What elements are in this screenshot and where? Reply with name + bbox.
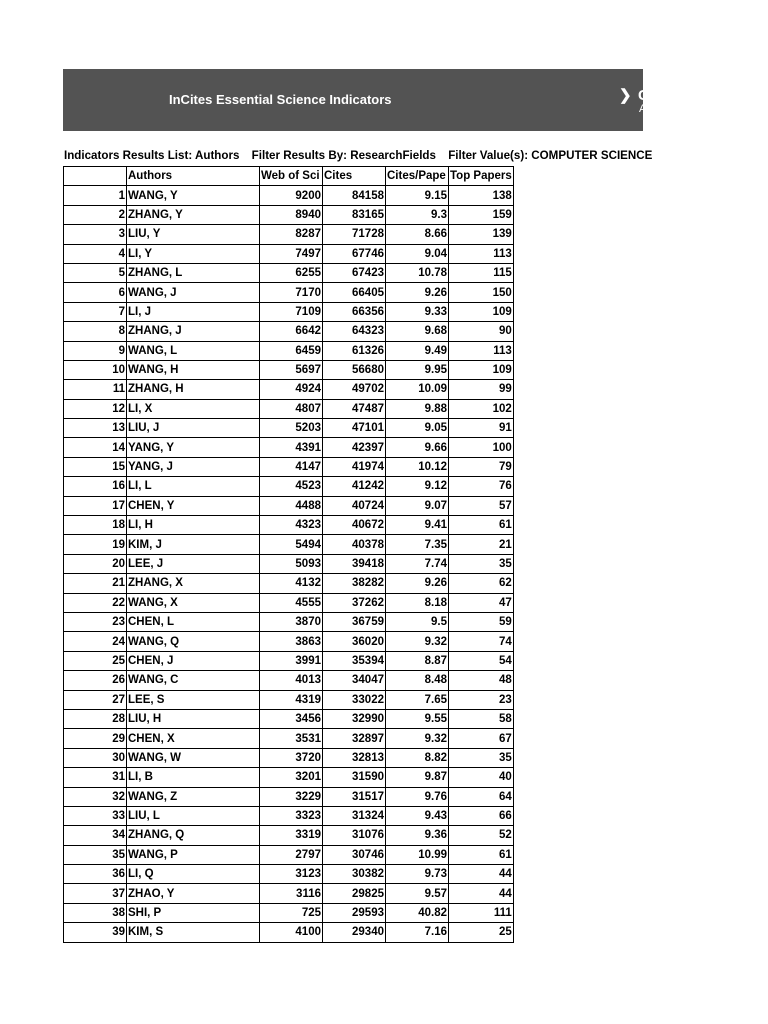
cell-top-papers: 139 (449, 225, 514, 244)
table-row (64, 535, 514, 554)
cell-rank: 23 (64, 612, 127, 631)
cell-top-papers: 109 (449, 360, 514, 379)
cell-cites: 66405 (323, 283, 386, 302)
table-row (64, 263, 514, 282)
cell-top-papers: 79 (449, 457, 514, 476)
cell-web-of-science-docs: 4147 (260, 457, 323, 476)
table-row (64, 729, 514, 748)
cell-top-papers: 62 (449, 574, 514, 593)
cell-author: YANG, J (127, 457, 260, 476)
cell-cites: 42397 (323, 438, 386, 457)
table-row (64, 380, 514, 399)
cell-author: LIU, H (127, 709, 260, 728)
cell-web-of-science-docs: 4555 (260, 593, 323, 612)
cell-rank: 6 (64, 283, 127, 302)
cell-author: KIM, J (127, 535, 260, 554)
cell-rank: 16 (64, 477, 127, 496)
cell-cites-per-paper: 8.48 (386, 671, 449, 690)
table-row (64, 283, 514, 302)
table-row (64, 632, 514, 651)
cell-author: WANG, Y (127, 186, 260, 205)
table-row (64, 768, 514, 787)
cell-author: ZHANG, L (127, 263, 260, 282)
cell-author: WANG, C (127, 671, 260, 690)
header-web-of-science-docs: Web of Sci (260, 167, 323, 186)
cell-author: WANG, Q (127, 632, 260, 651)
cell-cites-per-paper: 9.87 (386, 768, 449, 787)
logo-letter: C (638, 87, 649, 104)
header-authors: Authors (127, 167, 260, 186)
table-row (64, 205, 514, 224)
cell-cites: 40378 (323, 535, 386, 554)
cell-rank: 34 (64, 826, 127, 845)
cell-top-papers: 21 (449, 535, 514, 554)
cell-rank: 25 (64, 651, 127, 670)
cell-top-papers: 91 (449, 419, 514, 438)
cell-web-of-science-docs: 3319 (260, 826, 323, 845)
cell-rank: 37 (64, 884, 127, 903)
cell-cites-per-paper: 9.68 (386, 322, 449, 341)
cell-rank: 18 (64, 516, 127, 535)
cell-top-papers: 74 (449, 632, 514, 651)
cell-cites-per-paper: 10.99 (386, 845, 449, 864)
cell-web-of-science-docs: 4391 (260, 438, 323, 457)
cell-cites-per-paper: 9.3 (386, 205, 449, 224)
cell-top-papers: 67 (449, 729, 514, 748)
cell-cites-per-paper: 7.74 (386, 554, 449, 573)
cell-author: LI, Y (127, 244, 260, 263)
cell-cites-per-paper: 10.78 (386, 263, 449, 282)
cell-cites-per-paper: 9.32 (386, 632, 449, 651)
cell-rank: 8 (64, 322, 127, 341)
cell-author: LIU, J (127, 419, 260, 438)
header-rank (64, 167, 127, 186)
cell-cites-per-paper: 9.88 (386, 399, 449, 418)
cell-cites-per-paper: 9.04 (386, 244, 449, 263)
cell-rank: 21 (64, 574, 127, 593)
cell-cites: 40672 (323, 516, 386, 535)
cell-rank: 20 (64, 554, 127, 573)
table-row (64, 322, 514, 341)
cell-author: LIU, Y (127, 225, 260, 244)
table-row (64, 225, 514, 244)
cell-author: WANG, L (127, 341, 260, 360)
cell-web-of-science-docs: 5093 (260, 554, 323, 573)
cell-top-papers: 99 (449, 380, 514, 399)
cell-web-of-science-docs: 7109 (260, 302, 323, 321)
cell-rank: 31 (64, 768, 127, 787)
cell-author: LEE, S (127, 690, 260, 709)
cell-top-papers: 61 (449, 516, 514, 535)
cell-cites: 29825 (323, 884, 386, 903)
cell-top-papers: 111 (449, 903, 514, 922)
cell-web-of-science-docs: 8940 (260, 205, 323, 224)
cell-rank: 7 (64, 302, 127, 321)
cell-author: ZHANG, J (127, 322, 260, 341)
cell-author: CHEN, X (127, 729, 260, 748)
cell-author: WANG, Z (127, 787, 260, 806)
cell-top-papers: 35 (449, 748, 514, 767)
cell-cites-per-paper: 9.66 (386, 438, 449, 457)
cell-cites: 30382 (323, 865, 386, 884)
cell-cites-per-paper: 9.73 (386, 865, 449, 884)
cell-rank: 35 (64, 845, 127, 864)
cell-top-papers: 47 (449, 593, 514, 612)
cell-rank: 9 (64, 341, 127, 360)
cell-author: CHEN, J (127, 651, 260, 670)
cell-web-of-science-docs: 4100 (260, 923, 323, 942)
cell-cites: 32897 (323, 729, 386, 748)
cell-rank: 14 (64, 438, 127, 457)
header-banner (63, 69, 649, 131)
cell-author: WANG, X (127, 593, 260, 612)
cell-top-papers: 44 (449, 884, 514, 903)
cell-cites: 31590 (323, 768, 386, 787)
cell-web-of-science-docs: 725 (260, 903, 323, 922)
table-row (64, 477, 514, 496)
cell-cites: 40724 (323, 496, 386, 515)
cell-cites: 67423 (323, 263, 386, 282)
cell-top-papers: 59 (449, 612, 514, 631)
cell-rank: 10 (64, 360, 127, 379)
table-row (64, 923, 514, 942)
cell-cites-per-paper: 9.15 (386, 186, 449, 205)
table-row (64, 360, 514, 379)
table-row (64, 554, 514, 573)
cell-top-papers: 44 (449, 865, 514, 884)
cell-rank: 17 (64, 496, 127, 515)
cell-cites-per-paper: 9.55 (386, 709, 449, 728)
cell-author: LI, L (127, 477, 260, 496)
cell-cites-per-paper: 9.26 (386, 283, 449, 302)
filter-by-label: Filter Results By: ResearchFields (251, 149, 436, 162)
cell-top-papers: 23 (449, 690, 514, 709)
cell-author: KIM, S (127, 923, 260, 942)
cell-cites: 31517 (323, 787, 386, 806)
cell-top-papers: 76 (449, 477, 514, 496)
cell-web-of-science-docs: 9200 (260, 186, 323, 205)
cell-rank: 11 (64, 380, 127, 399)
cell-web-of-science-docs: 7170 (260, 283, 323, 302)
table-row (64, 302, 514, 321)
table-row (64, 593, 514, 612)
cell-rank: 4 (64, 244, 127, 263)
cell-author: LI, Q (127, 865, 260, 884)
logo-subtext: A (639, 103, 647, 115)
cell-author: ZHANG, Q (127, 826, 260, 845)
cell-web-of-science-docs: 3531 (260, 729, 323, 748)
cell-cites: 36759 (323, 612, 386, 631)
cell-author: LI, B (127, 768, 260, 787)
cell-top-papers: 109 (449, 302, 514, 321)
cell-web-of-science-docs: 3229 (260, 787, 323, 806)
cell-rank: 26 (64, 671, 127, 690)
table-row (64, 748, 514, 767)
cell-author: WANG, H (127, 360, 260, 379)
cell-rank: 39 (64, 923, 127, 942)
cell-top-papers: 64 (449, 787, 514, 806)
cell-cites-per-paper: 9.32 (386, 729, 449, 748)
cell-top-papers: 40 (449, 768, 514, 787)
cell-author: YANG, Y (127, 438, 260, 457)
cell-author: LI, J (127, 302, 260, 321)
cell-rank: 38 (64, 903, 127, 922)
table-row (64, 651, 514, 670)
cell-cites-per-paper: 9.76 (386, 787, 449, 806)
cell-cites-per-paper: 9.5 (386, 612, 449, 631)
cell-cites-per-paper: 9.57 (386, 884, 449, 903)
cell-cites-per-paper: 9.12 (386, 477, 449, 496)
cell-top-papers: 54 (449, 651, 514, 670)
cell-author: LI, H (127, 516, 260, 535)
header-cites: Cites (323, 167, 386, 186)
cell-top-papers: 159 (449, 205, 514, 224)
cell-cites: 47101 (323, 419, 386, 438)
cell-rank: 1 (64, 186, 127, 205)
cell-cites: 41242 (323, 477, 386, 496)
table-row (64, 671, 514, 690)
cell-author: ZHAO, Y (127, 884, 260, 903)
cell-cites-per-paper: 8.87 (386, 651, 449, 670)
table-row (64, 884, 514, 903)
cell-top-papers: 150 (449, 283, 514, 302)
cell-web-of-science-docs: 4924 (260, 380, 323, 399)
cell-cites: 67746 (323, 244, 386, 263)
cell-web-of-science-docs: 7497 (260, 244, 323, 263)
cell-cites-per-paper: 9.26 (386, 574, 449, 593)
cell-web-of-science-docs: 3323 (260, 806, 323, 825)
table-row (64, 806, 514, 825)
cell-top-papers: 113 (449, 341, 514, 360)
cell-web-of-science-docs: 3123 (260, 865, 323, 884)
cell-cites: 47487 (323, 399, 386, 418)
cell-author: ZHANG, Y (127, 205, 260, 224)
cell-web-of-science-docs: 5697 (260, 360, 323, 379)
table-row (64, 787, 514, 806)
cell-top-papers: 138 (449, 186, 514, 205)
cell-top-papers: 61 (449, 845, 514, 864)
cell-top-papers: 35 (449, 554, 514, 573)
table-row (64, 496, 514, 515)
cell-author: WANG, J (127, 283, 260, 302)
cell-cites: 39418 (323, 554, 386, 573)
table-row (64, 516, 514, 535)
cell-web-of-science-docs: 4807 (260, 399, 323, 418)
cell-author: ZHANG, H (127, 380, 260, 399)
cell-cites-per-paper: 8.82 (386, 748, 449, 767)
cell-rank: 29 (64, 729, 127, 748)
cell-top-papers: 90 (449, 322, 514, 341)
table-row (64, 826, 514, 845)
table-row (64, 709, 514, 728)
header-top-papers: Top Papers (449, 167, 514, 186)
cell-rank: 22 (64, 593, 127, 612)
table-row (64, 845, 514, 864)
cell-cites: 33022 (323, 690, 386, 709)
cell-web-of-science-docs: 3863 (260, 632, 323, 651)
table-row (64, 399, 514, 418)
table-row (64, 457, 514, 476)
table-row (64, 903, 514, 922)
cell-web-of-science-docs: 4323 (260, 516, 323, 535)
cell-cites-per-paper: 9.95 (386, 360, 449, 379)
clarivate-logo (619, 88, 649, 118)
cell-top-papers: 58 (449, 709, 514, 728)
cell-web-of-science-docs: 5203 (260, 419, 323, 438)
cell-cites-per-paper: 40.82 (386, 903, 449, 922)
cell-rank: 27 (64, 690, 127, 709)
logo-chevron-icon: ❯ (619, 87, 632, 104)
cell-rank: 3 (64, 225, 127, 244)
cell-cites-per-paper: 7.16 (386, 923, 449, 942)
cell-cites-per-paper: 7.65 (386, 690, 449, 709)
cell-rank: 30 (64, 748, 127, 767)
cell-cites: 35394 (323, 651, 386, 670)
cell-top-papers: 48 (449, 671, 514, 690)
table-body (64, 186, 514, 942)
cell-web-of-science-docs: 3870 (260, 612, 323, 631)
filter-summary (64, 149, 653, 162)
cell-cites: 30746 (323, 845, 386, 864)
table-row (64, 865, 514, 884)
cell-top-papers: 102 (449, 399, 514, 418)
cell-top-papers: 115 (449, 263, 514, 282)
cell-cites: 31324 (323, 806, 386, 825)
cell-cites-per-paper: 9.33 (386, 302, 449, 321)
cell-web-of-science-docs: 2797 (260, 845, 323, 864)
cell-rank: 33 (64, 806, 127, 825)
table-row (64, 419, 514, 438)
cell-rank: 13 (64, 419, 127, 438)
cell-author: LEE, J (127, 554, 260, 573)
cell-cites: 66356 (323, 302, 386, 321)
filter-value-label: Filter Value(s): COMPUTER SCIENCE (448, 149, 653, 162)
cell-cites-per-paper: 8.66 (386, 225, 449, 244)
cell-cites: 64323 (323, 322, 386, 341)
cell-cites: 36020 (323, 632, 386, 651)
cell-rank: 19 (64, 535, 127, 554)
cell-author: WANG, W (127, 748, 260, 767)
table-row (64, 341, 514, 360)
cell-author: SHI, P (127, 903, 260, 922)
cell-cites-per-paper: 9.05 (386, 419, 449, 438)
cell-cites-per-paper: 9.07 (386, 496, 449, 515)
cell-cites: 34047 (323, 671, 386, 690)
cell-web-of-science-docs: 4013 (260, 671, 323, 690)
cell-top-papers: 25 (449, 923, 514, 942)
cell-author: LIU, L (127, 806, 260, 825)
cell-rank: 2 (64, 205, 127, 224)
cell-cites: 32990 (323, 709, 386, 728)
cell-cites: 84158 (323, 186, 386, 205)
header-row (64, 167, 514, 186)
cell-rank: 24 (64, 632, 127, 651)
cell-cites-per-paper: 10.12 (386, 457, 449, 476)
cell-cites: 49702 (323, 380, 386, 399)
cell-top-papers: 100 (449, 438, 514, 457)
cell-cites: 37262 (323, 593, 386, 612)
cell-author: CHEN, L (127, 612, 260, 631)
cell-web-of-science-docs: 3456 (260, 709, 323, 728)
cell-cites: 61326 (323, 341, 386, 360)
cell-rank: 32 (64, 787, 127, 806)
cell-web-of-science-docs: 6642 (260, 322, 323, 341)
cell-cites: 71728 (323, 225, 386, 244)
cell-web-of-science-docs: 3116 (260, 884, 323, 903)
cell-web-of-science-docs: 6459 (260, 341, 323, 360)
cell-web-of-science-docs: 4132 (260, 574, 323, 593)
cell-cites-per-paper: 9.43 (386, 806, 449, 825)
cell-cites: 32813 (323, 748, 386, 767)
cell-top-papers: 57 (449, 496, 514, 515)
cell-rank: 28 (64, 709, 127, 728)
table-row (64, 244, 514, 263)
cell-web-of-science-docs: 4319 (260, 690, 323, 709)
cell-author: CHEN, Y (127, 496, 260, 515)
cell-cites-per-paper: 9.41 (386, 516, 449, 535)
authors-table (63, 166, 514, 943)
cell-rank: 15 (64, 457, 127, 476)
cell-author: LI, X (127, 399, 260, 418)
cell-cites: 29340 (323, 923, 386, 942)
cell-web-of-science-docs: 8287 (260, 225, 323, 244)
cell-author: ZHANG, X (127, 574, 260, 593)
cell-cites-per-paper: 10.09 (386, 380, 449, 399)
table-row (64, 574, 514, 593)
cell-cites-per-paper: 8.18 (386, 593, 449, 612)
header-cites-per-paper: Cites/Pape (386, 167, 449, 186)
cell-cites: 29593 (323, 903, 386, 922)
table-row (64, 186, 514, 205)
cell-top-papers: 113 (449, 244, 514, 263)
cell-cites: 41974 (323, 457, 386, 476)
results-list-label: Indicators Results List: Authors (64, 149, 240, 162)
cell-web-of-science-docs: 4523 (260, 477, 323, 496)
banner-title: InCites Essential Science Indicators (169, 92, 392, 107)
cell-cites: 56680 (323, 360, 386, 379)
cell-cites: 31076 (323, 826, 386, 845)
cell-web-of-science-docs: 4488 (260, 496, 323, 515)
cell-web-of-science-docs: 3720 (260, 748, 323, 767)
cell-rank: 12 (64, 399, 127, 418)
cell-web-of-science-docs: 6255 (260, 263, 323, 282)
cell-web-of-science-docs: 5494 (260, 535, 323, 554)
cell-cites-per-paper: 9.49 (386, 341, 449, 360)
cell-cites: 38282 (323, 574, 386, 593)
cell-web-of-science-docs: 3201 (260, 768, 323, 787)
cell-top-papers: 52 (449, 826, 514, 845)
cell-cites-per-paper: 7.35 (386, 535, 449, 554)
cell-cites: 83165 (323, 205, 386, 224)
table-row (64, 438, 514, 457)
cell-cites-per-paper: 9.36 (386, 826, 449, 845)
cell-top-papers: 66 (449, 806, 514, 825)
cell-rank: 36 (64, 865, 127, 884)
table-row (64, 690, 514, 709)
cell-web-of-science-docs: 3991 (260, 651, 323, 670)
cell-author: WANG, P (127, 845, 260, 864)
cell-rank: 5 (64, 263, 127, 282)
table-row (64, 612, 514, 631)
